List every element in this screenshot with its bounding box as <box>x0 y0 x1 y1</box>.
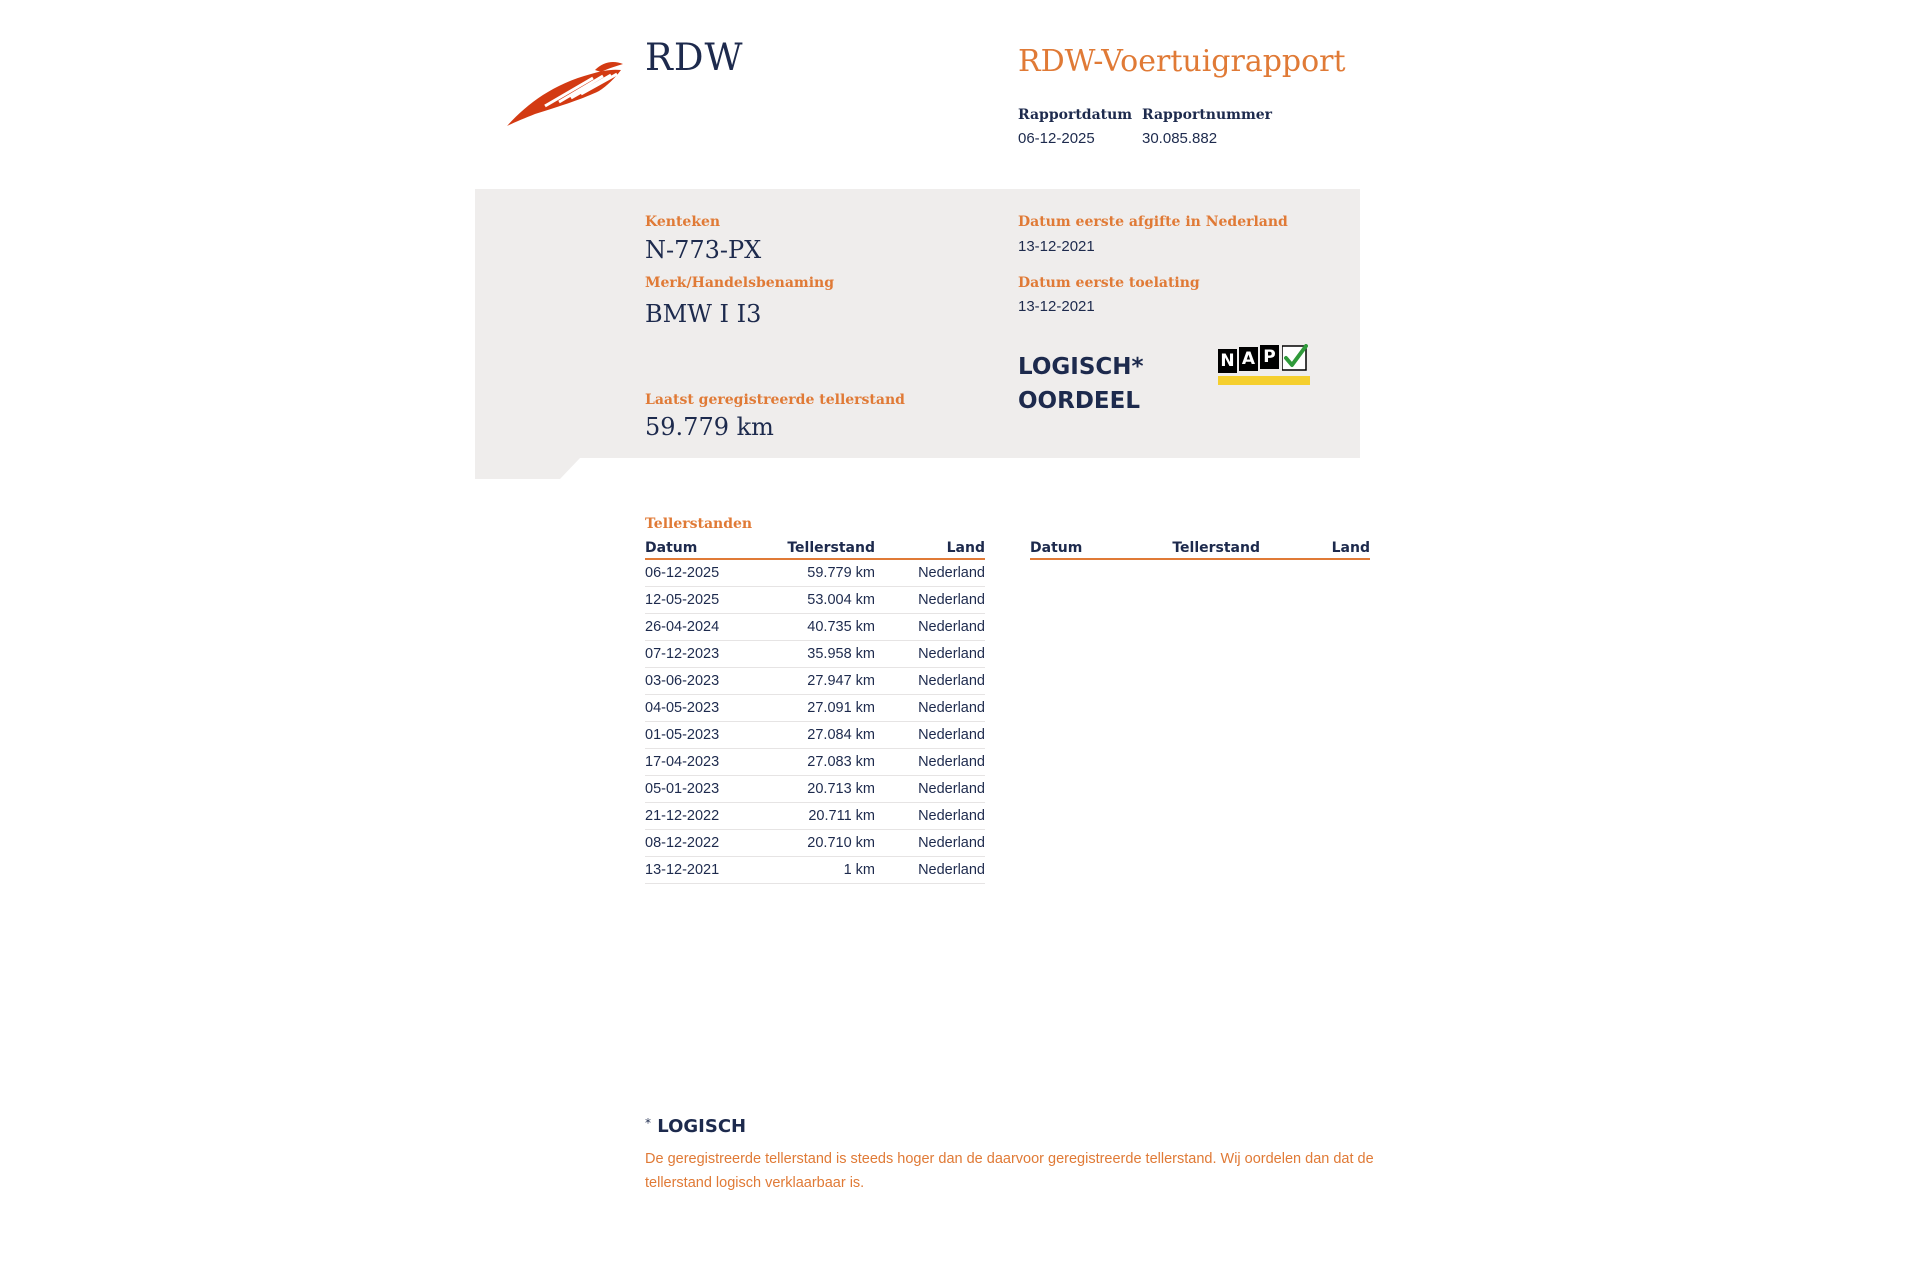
reading-odometer: 20.713 km <box>755 776 875 803</box>
report-title: RDW-Voertuigrapport <box>1018 44 1346 79</box>
table-row <box>645 641 985 668</box>
plate-value: N-773-PX <box>645 236 762 264</box>
reading-country: Nederland <box>875 803 985 830</box>
brand-name: RDW <box>645 36 744 79</box>
col-header-date: Datum <box>1030 538 1145 559</box>
reading-date: 12-05-2025 <box>645 587 755 614</box>
table-row <box>645 587 985 614</box>
reading-country: Nederland <box>875 857 985 884</box>
reading-date: 21-12-2022 <box>645 803 755 830</box>
reading-country: Nederland <box>875 695 985 722</box>
reading-date: 06-12-2025 <box>645 559 755 587</box>
last-odometer-value: 59.779 km <box>645 413 774 441</box>
reading-date: 13-12-2021 <box>645 857 755 884</box>
readings-table-continued <box>1030 538 1370 560</box>
first-registration-nl-value: 13-12-2021 <box>1018 238 1095 255</box>
verdict-line-2: OORDEEL <box>1018 388 1140 414</box>
reading-odometer: 27.083 km <box>755 749 875 776</box>
reading-country: Nederland <box>875 614 985 641</box>
col-header-country: Land <box>875 538 985 559</box>
plate-label: Kenteken <box>645 214 721 230</box>
rdw-logo <box>505 58 625 128</box>
first-admission-label: Datum eerste toelating <box>1018 275 1200 291</box>
reading-country: Nederland <box>875 830 985 857</box>
reading-odometer: 59.779 km <box>755 559 875 587</box>
reading-date: 03-06-2023 <box>645 668 755 695</box>
reading-odometer: 1 km <box>755 857 875 884</box>
footnote-text: De geregistreerde tellerstand is steeds hoger dan de daarvoor geregistreerde tellerstand. Wij oordelen dan dat de tellerstand logisch verklaarbaar is. <box>645 1151 1374 1191</box>
reading-country: Nederland <box>875 722 985 749</box>
verdict <box>1018 350 1144 418</box>
report-number-label: Rapportnummer <box>1142 107 1273 123</box>
nap-letter-p: P <box>1260 345 1279 369</box>
readings-table <box>645 538 985 884</box>
table-row <box>645 559 985 587</box>
table-row <box>645 695 985 722</box>
reading-date: 26-04-2024 <box>645 614 755 641</box>
reading-country: Nederland <box>875 776 985 803</box>
reading-date: 05-01-2023 <box>645 776 755 803</box>
footnote-title <box>645 1116 746 1137</box>
report-date-label: Rapportdatum <box>1018 107 1133 123</box>
reading-country: Nederland <box>875 559 985 587</box>
table-row <box>645 776 985 803</box>
reading-date: 07-12-2023 <box>645 641 755 668</box>
reading-odometer: 40.735 km <box>755 614 875 641</box>
readings-header-row-continued <box>1030 538 1370 559</box>
reading-odometer: 27.947 km <box>755 668 875 695</box>
table-row <box>645 803 985 830</box>
col-header-country: Land <box>1260 538 1370 559</box>
first-admission-value: 13-12-2021 <box>1018 298 1095 315</box>
vehicle-summary-card <box>475 189 1360 479</box>
reading-odometer: 27.091 km <box>755 695 875 722</box>
footnote-star: * <box>645 1116 651 1130</box>
reading-date: 08-12-2022 <box>645 830 755 857</box>
reading-country: Nederland <box>875 641 985 668</box>
nap-letter-n: N <box>1218 349 1237 373</box>
nap-badge-underline <box>1218 376 1310 385</box>
reading-country: Nederland <box>875 587 985 614</box>
reading-odometer: 20.711 km <box>755 803 875 830</box>
make-value: BMW I I3 <box>645 300 762 328</box>
checkmark-icon <box>1282 344 1308 372</box>
make-label: Merk/Handelsbenaming <box>645 275 835 291</box>
reading-odometer: 53.004 km <box>755 587 875 614</box>
report-date: 06-12-2025 <box>1018 130 1095 147</box>
reading-country: Nederland <box>875 668 985 695</box>
readings-header-row <box>645 538 985 559</box>
verdict-line-1: LOGISCH* <box>1018 354 1144 380</box>
col-header-date: Datum <box>645 538 755 559</box>
table-row <box>645 749 985 776</box>
last-odometer-label: Laatst geregistreerde tellerstand <box>645 392 905 408</box>
col-header-odometer: Tellerstand <box>755 538 875 559</box>
table-row <box>645 668 985 695</box>
reading-odometer: 20.710 km <box>755 830 875 857</box>
col-header-odometer: Tellerstand <box>1145 538 1260 559</box>
reading-date: 01-05-2023 <box>645 722 755 749</box>
first-registration-nl-label: Datum eerste afgifte in Nederland <box>1018 214 1288 230</box>
report-number: 30.085.882 <box>1142 130 1218 147</box>
reading-odometer: 27.084 km <box>755 722 875 749</box>
table-row <box>645 614 985 641</box>
reading-date: 04-05-2023 <box>645 695 755 722</box>
table-row <box>645 830 985 857</box>
nap-letter-a: A <box>1239 347 1258 371</box>
reading-date: 17-04-2023 <box>645 749 755 776</box>
table-row <box>645 722 985 749</box>
reading-odometer: 35.958 km <box>755 641 875 668</box>
footnote-title-text: LOGISCH <box>657 1116 747 1137</box>
reading-country: Nederland <box>875 749 985 776</box>
nap-badge <box>1218 347 1310 385</box>
readings-section-title: Tellerstanden <box>645 516 753 532</box>
table-row <box>645 857 985 884</box>
